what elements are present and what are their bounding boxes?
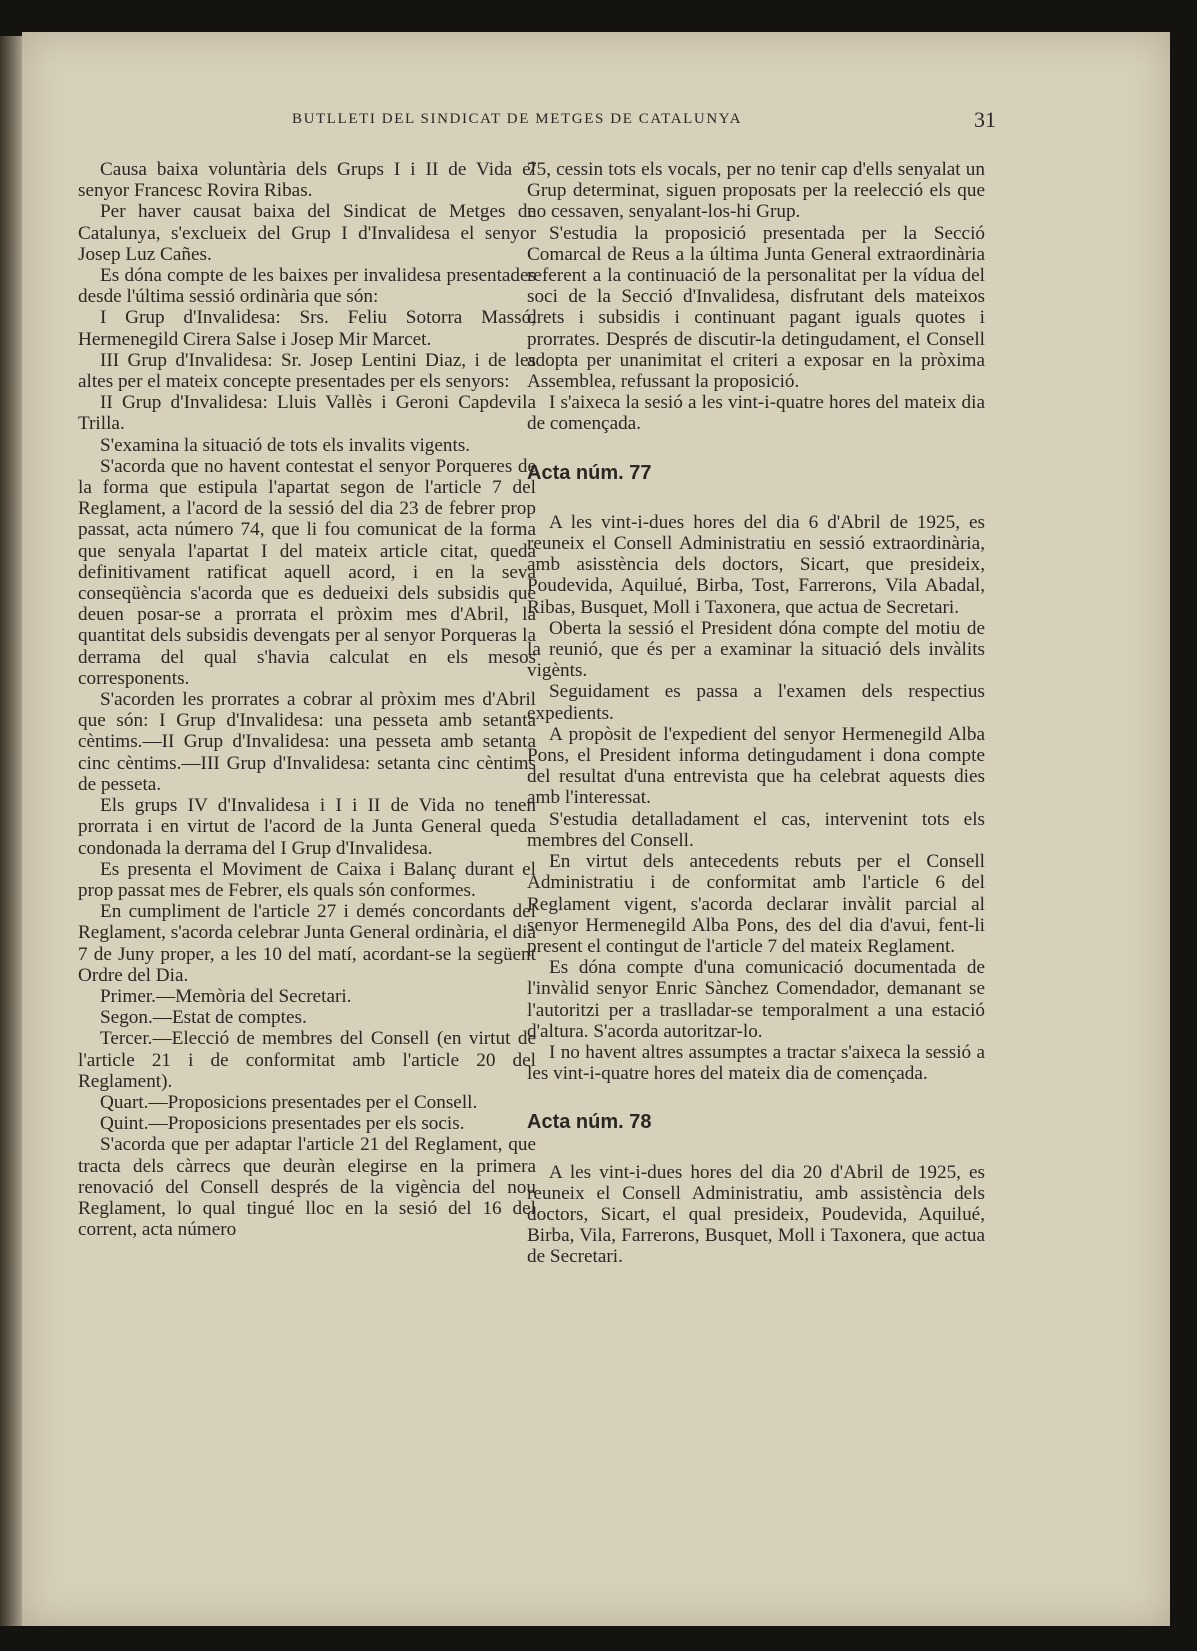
paragraph: S'estudia la proposició presentada per la Secció Comarcal de Reus a la última Junta General extraordinària referent a la continuació de la personalitat per la vídua del soci de la Secció d'Invalidesa, disfrutant dels mateixos drets i subsidis i continuant pagant iguals quotes i prorrates. Després de discutir-la detingudament, el Consell adopta per unanimitat el criteri a exposar en la pròxima Assemblea, refussant la proposició.	[527, 222, 985, 393]
agenda-item: Quart.—Proposicions presentades per el Consell.	[100, 1091, 478, 1113]
paragraph: A propòsit de l'expedient del senyor Hermenegild Alba Pons, el President informa detingudament i dona compte del resultat d'una entrevista que ha celebrat aquests dies amb l'interessat.	[527, 723, 985, 809]
paragraph: III Grup d'Invalidesa: Sr. Josep Lentini Diaz, i de les altes per el mateix concepte presentades per els senyors:	[78, 349, 536, 393]
paragraph: S'acorda que no havent contestat el senyor Porqueres de la forma que estipula l'apartat segon de l'article 7 del Reglament, a l'acord de la sessió del dia 23 de febrer prop passat, acta número 74, que li fou comunicat de la forma que senyala l'apartat I del mateix article citat, queda definitivament ratificat aquell acord, i en la seva conseqüència s'acorda que es dedueixi dels subsidis que deuen posar-se a prorrata el pròxim mes d'Abril, la quantitat dels subsidis devengats per al senyor Porqueras la derrama del qual s'havia calculat en els mesos corresponents.	[78, 455, 536, 689]
paragraph: Causa baixa voluntària dels Grups I i II de Vida el senyor Francesc Rovira Ribas.	[78, 159, 536, 202]
paragraph: Es dóna compte de les baixes per invalidesa presentades desde l'última sessió ordinària que són:	[78, 265, 536, 308]
paragraph: II Grup d'Invalidesa: Lluis Vallès i Geroni Capdevila Trilla.	[78, 392, 536, 435]
section-heading-acta-78: Acta núm. 78	[527, 1111, 652, 1134]
paragraph: Seguidament es passa a l'examen dels respectius expedients.	[527, 681, 985, 724]
paragraph: 75, cessin tots els vocals, per no tenir cap d'ells senyalat un Grup determinat, siguen proposats per la reelecció els que no cessaven, senyalant-los-hi Grup.	[527, 159, 985, 223]
paragraph: I s'aixeca la sesió a les vint-i-quatre hores del mateix dia de començada.	[527, 392, 985, 435]
paragraph: En virtut dels antecedents rebuts per el Consell Administratiu i de conformitat amb l'article 6 del Reglament vigent, s'acorda declarar invàlit parcial al senyor Hermenegild Alba Pons, des del dia d'avui, fent-li present el contingut de l'article 7 del mateix Reglament.	[527, 851, 985, 957]
running-title: BUTLLETI DEL SINDICAT DE METGES DE CATALUNYA	[292, 111, 742, 127]
paragraph: S'acorda que per adaptar l'article 21 del Reglament, que tracta dels càrrecs que deuràn elegirse en la primera renovació del Consell després de la vigència del nou Reglament, lo qual tingué lloc en la sesió del 16 del corrent, acta número	[78, 1134, 536, 1241]
agenda-item: Quint.—Proposicions presentades per els socis.	[100, 1113, 465, 1135]
agenda-item: Tercer.—Elecció de membres del Consell (en virtut de l'article 21 i de conformitat amb l'article 20 del Reglament).	[78, 1028, 536, 1092]
right-column	[527, 159, 985, 1268]
paragraph: S'examina la situació de tots els invalits vigents.	[100, 434, 471, 456]
paragraph: I no havent altres assumptes a tractar s'aixeca la sessió a les vint-i-quatre hores del mateix dia de començada.	[527, 1041, 985, 1085]
paragraph: Es dóna compte d'una comunicació documentada de l'invàlid senyor Enric Sànchez Comendador, demanant se l'autoritzi per a traslladar-se temporalment a una estació d'altura. S'acorda autoritzar-lo.	[527, 957, 985, 1042]
paragraph: S'estudia detalladament el cas, intervenint tots els membres del Consell.	[527, 808, 985, 851]
section-heading-acta-77: Acta núm. 77	[527, 461, 652, 484]
document-page	[22, 32, 1170, 1626]
paragraph: En cumpliment de l'article 27 i demés concordants del Reglament, s'acorda celebrar Junta General ordinària, el dia 7 de Juny proper, a les 10 del matí, acordant-se la següent Ordre del Dia.	[78, 901, 536, 986]
agenda-item: Primer.—Memòria del Secretari.	[100, 985, 352, 1007]
paragraph: Els grups IV d'Invalidesa i I i II de Vida no tenen prorrata i en virtut de l'acord de la Junta General queda condonada la derrama del I Grup d'Invalidesa.	[78, 795, 536, 859]
paragraph: Es presenta el Moviment de Caixa i Balanç durant el prop passat mes de Febrer, els quals són conformes.	[78, 858, 536, 901]
left-column	[78, 159, 536, 1240]
paragraph: I Grup d'Invalidesa: Srs. Feliu Sotorra Massó, Hermenegild Cirera Salse i Josep Mir Marcet.	[78, 307, 536, 350]
page-number: 31	[974, 107, 996, 132]
paragraph: A les vint-i-dues hores del dia 6 d'Abril de 1925, es reuneix el Consell Administratiu en sessió extraordinària, amb asisstència dels doctors, Sicart, que presideix, Poudevida, Aquilué, Birba, Tost, Farrerons, Vila Abadal, Ribas, Busquet, Moll i Taxonera, que actua de Secretari.	[527, 511, 985, 618]
paragraph: A les vint-i-dues hores del dia 20 d'Abril de 1925, es reuneix el Consell Administratiu, amb assistència dels doctors, Sicart, el qual presideix, Poudevida, Aquilué, Birba, Vila, Farrerons, Busquet, Moll i Taxonera, que actua de Secretari.	[527, 1161, 985, 1268]
agenda-item: Segon.—Estat de comptes.	[100, 1007, 307, 1029]
paragraph: S'acorden les prorrates a cobrar al pròxim mes d'Abril que són: I Grup d'Invalidesa: una pesseta amb setanta cèntims.—II Grup d'Invalidesa: una pesseta amb setanta cinc cèntims.—III Grup d'Invalidesa: setanta cinc cèntims de pesseta.	[78, 689, 536, 795]
page-header	[22, 107, 1170, 137]
paragraph: Per haver causat baixa del Sindicat de Metges de Catalunya, s'exclueix del Grup I d'Invalidesa el senyor Josep Luz Cañes.	[78, 201, 536, 265]
paragraph: Oberta la sessió el President dóna compte del motiu de la reunió, que és per a examinar la situació dels invàlits vigènts.	[527, 617, 985, 682]
